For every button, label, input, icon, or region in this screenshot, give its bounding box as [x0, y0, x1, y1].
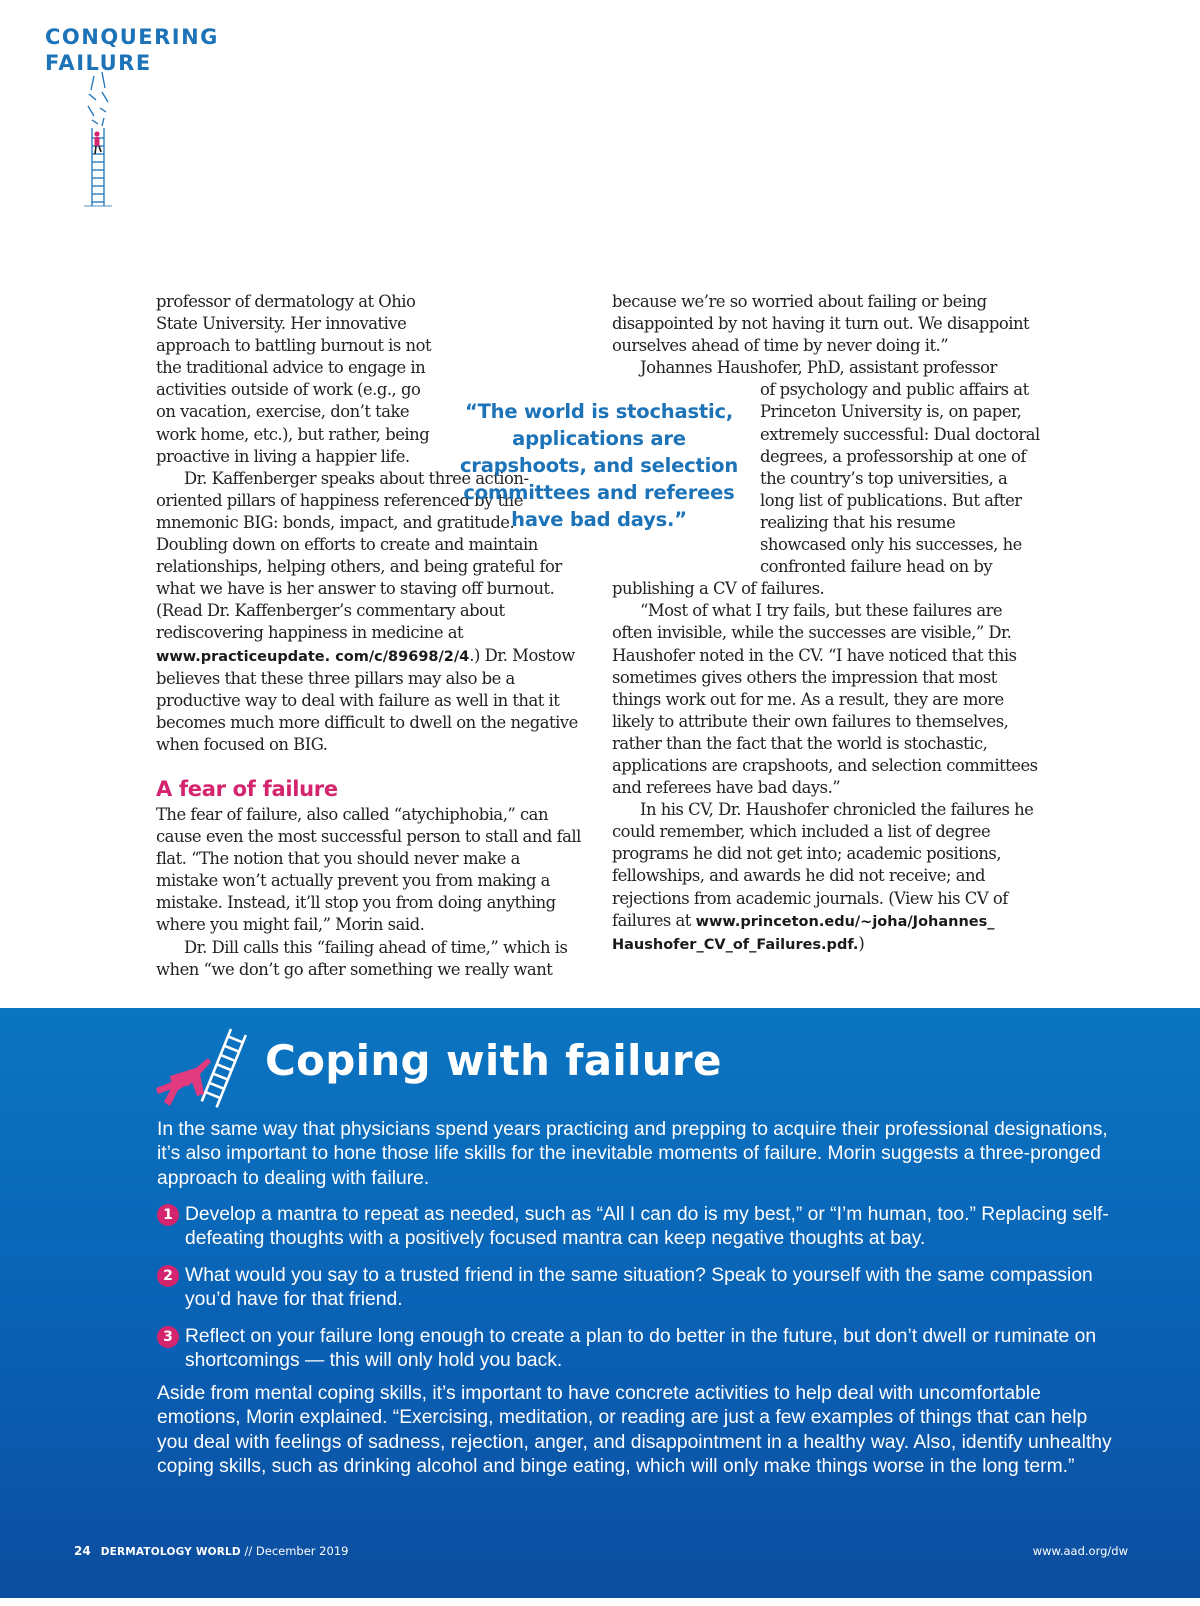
footer-folio [74, 1544, 348, 1559]
kicker-line-2: FAILURE [45, 51, 152, 75]
box-title: Coping with failure [265, 1036, 722, 1085]
falling-person-ladder-icon [156, 1028, 248, 1112]
number-badge-2: 2 [157, 1265, 179, 1287]
box-outro: Aside from mental coping skills, it’s important to have concrete activities to help deal with uncomfortable emotions, Morin explained. “Exercising, meditation, or reading are just a few examples of things that can help you deal with feelings of sadness, rejection, anger, and disappointment in a healthy way. Also, identify unhealthy coping skills, such as drinking alcohol and binge eating, which will only make things worse in the long term.” [157, 1383, 1112, 1478]
list-item: 3 Reflect on your failure long enough to create a plan to do better in the future, but don’t dwell or ruminate on shortcomings — this will only hold you back. [157, 1325, 1117, 1374]
left-paragraph-3: The fear of failure, also called “atychiphobia,” can cause even the most successful person to stall and fall flat. “The notion that you should never make a mistake won’t actually prevent you from making a mistake. Instead, it’ll stop you from doing anything where you might fail,” Morin said. [156, 804, 581, 935]
magazine-name: DERMATOLOGY WORLD [100, 1546, 241, 1558]
list-item: 2 What would you say to a trusted friend in the same situation? Speak to yourself with the same compassion you’d have for that friend. [157, 1264, 1117, 1313]
number-badge-1: 1 [157, 1204, 179, 1226]
number-badge-3: 3 [157, 1326, 179, 1348]
ladder-climber-icon [80, 66, 120, 208]
pull-quote-space-right [612, 379, 760, 557]
page-number: 24 [74, 1544, 91, 1558]
list-item: 1 Develop a mantra to repeat as needed, such as “All I can do is my best,” or “I’m human, too.” Replacing self-defeating thoughts with a positively focused mantra can keep negative thoughts at bay. [157, 1203, 1117, 1252]
princeton-cv-link[interactable]: www.princeton.edu/~joha/Johannes_ Haushofer_CV_of_Failures.pdf. [612, 913, 995, 953]
issue-date: December 2019 [255, 1544, 349, 1558]
subhead-fear-of-failure: A fear of failure [156, 776, 338, 801]
left-paragraph-2: Dr. Kaffenberger speaks about three action-oriented pillars of happiness referenced by the mnemonic BIG: bonds, impact, and gratitude. Doubling down on efforts to create and maintain relationships, helping others, and being grateful for what we have is her answer to staving off burnout. (Read Dr. Kaffenberger’s commentary about rediscovering happiness in medicine at www.practiceupdate. com/c/89698/2/4.) Dr. Mostow believes that these three pillars may also be a productive way to deal with failure as well in that it becomes much more difficult to dwell on the negative when focused on BIG. [156, 468, 578, 754]
left-column [156, 291, 586, 981]
coping-steps-list [157, 1203, 1117, 1385]
left-paragraph-4: Dr. Dill calls this “failing ahead of time,” which is when “we don’t go after something we really want [156, 937, 568, 979]
right-paragraph-3: “Most of what I try fails, but these failures are often invisible, while the successes are visible,” Dr. Haushofer noted in the CV. “I have noticed that this sometimes gives others the impression that most things work out for me. As a result, they are more likely to attribute their own failures to themselves, rather than the fact that the world is stochastic, applications are crapshoots, and selection committees and referees have bad days.” [612, 601, 1038, 798]
box-intro: In the same way that physicians spend years practicing and prepping to acquire their professional designations, it’s also important to hone those life skills for the inevitable moments of failure. Morin suggests a three-pronged approach to dealing with failure. [157, 1119, 1108, 1189]
right-paragraph-1: because we’re so worried about failing or being disappointed by not having it turn out. We disappoint ourselves ahead of time by never doing it.” [612, 292, 1030, 356]
pull-quote: “The world is stochastic, applications are crapshoots, and selection committees and referees have bad days.” [459, 400, 739, 531]
kicker-line-1: CONQUERING [45, 25, 219, 49]
right-paragraph-2-lead: Johannes Haushofer, PhD, assistant professor [640, 358, 997, 378]
footer-url[interactable]: www.aad.org/dw [1032, 1544, 1128, 1558]
left-paragraph-1: professor of dermatology at Ohio State University. Her innovative approach to battling burnout is not the traditional advice to engage in activities outside of work (e.g., go on vacation, exercise, don’t take work home, etc.), but rather, being proactive in living a happier life. [156, 291, 586, 468]
right-column [612, 291, 1044, 956]
practiceupdate-link[interactable]: www.practiceupdate. com/c/89698/2/4 [156, 648, 470, 665]
right-paragraph-4: In his CV, Dr. Haushofer chronicled the failures he could remember, which included a list of degree programs he did not get into; academic positions, fellowships, and awards he did not receive; and rejections from academic journals. (View his CV of failures at www.princeton.edu/~joha/Johannes_ Haushofer_CV_of_Failures.pdf.) [612, 800, 1034, 953]
right-paragraph-2: of psychology and public affairs at Princeton University is, on paper, extremely successful: Dual doctoral degrees, a professorship at one of the country’s top universities, a long list of publications. But after realizing that his resume showcased only his successes, he confronted failure head on by publishing a CV of failures. [612, 380, 1040, 599]
section-kicker [45, 24, 219, 76]
folio-separator: // [240, 1544, 256, 1558]
